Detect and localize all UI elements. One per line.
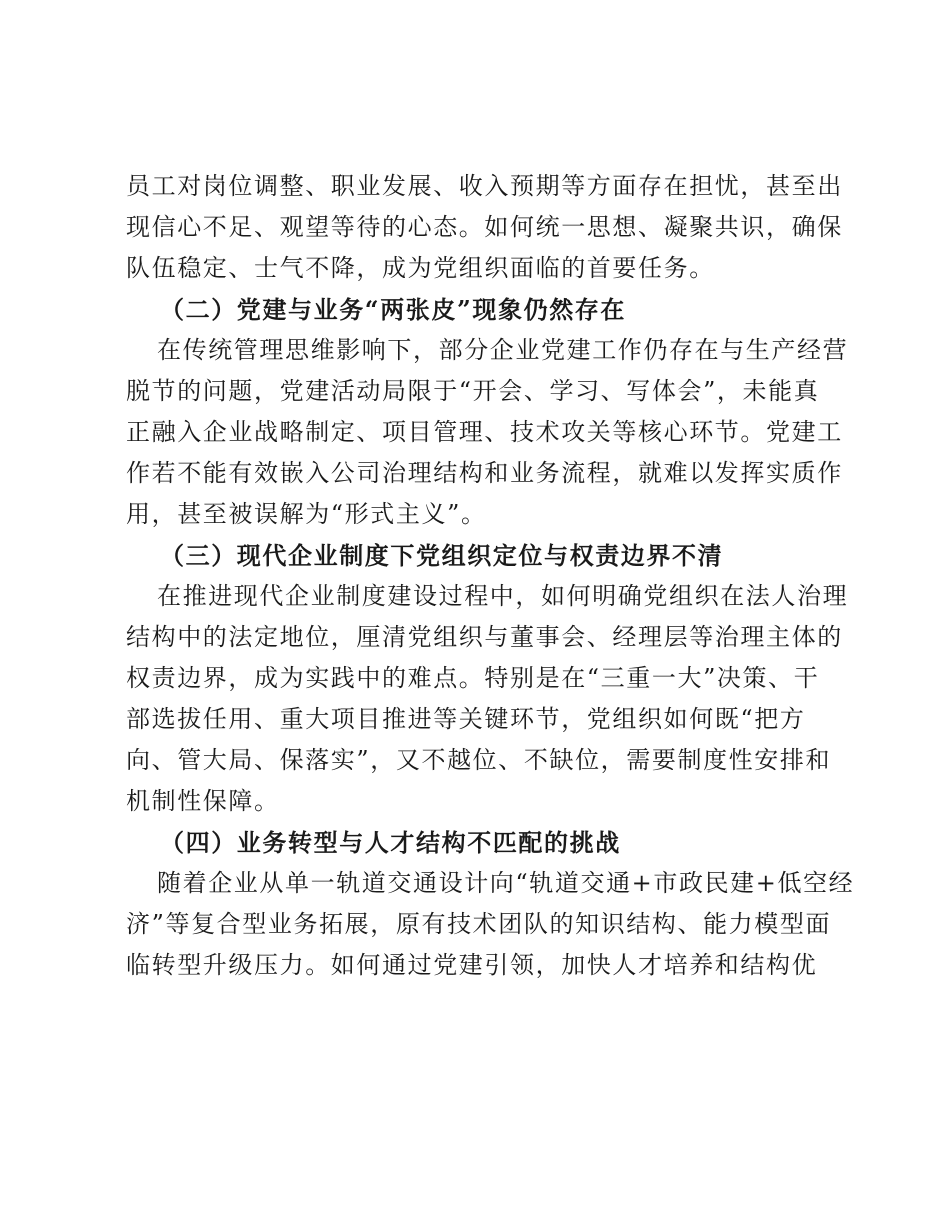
text-line: 权责边界，成为实践中的难点。特别是在“三重一大”决策、干 (126, 664, 820, 692)
text-line: 现信心不足、观望等待的心态。如何统一思想、凝聚共识，确保 (126, 213, 843, 241)
section-heading-2: （二）党建与业务“两张皮”现象仍然存在 (160, 295, 627, 324)
text-line: 随着企业从单一轨道交通设计向“轨道交通+市政民建+低空经 (157, 869, 855, 897)
text-line: 部选拔任用、重大项目推进等关键环节，党组织如何既“把方 (126, 705, 806, 733)
text-line: 员工对岗位调整、职业发展、收入预期等方面存在担忧，甚至出 (126, 172, 843, 200)
section-heading-3: （三）现代企业制度下党组织定位与权责边界不清 (160, 541, 724, 570)
text-line: 脱节的问题，党建活动局限于“开会、学习、写体会”，未能真 (126, 377, 820, 405)
text-line: 机制性保障。 (126, 787, 280, 815)
text-line: 在传统管理思维影响下，部分企业党建工作仍存在与生产经营 (157, 336, 849, 364)
document-body (126, 166, 855, 986)
paragraph-section-2 (126, 330, 849, 535)
text-line: 临转型升级压力。如何通过党建引领，加快人才培养和结构优 (126, 951, 818, 979)
text-line: 作若不能有效嵌入公司治理结构和业务流程，就难以发挥实质作 (126, 459, 843, 487)
paragraph-section-4 (126, 863, 855, 986)
paragraph-section-3 (126, 576, 849, 822)
text-line: 济”等复合型业务拓展，原有技术团队的知识结构、能力模型面 (126, 910, 832, 938)
text-line: 向、管大局、保落实”，又不越位、不缺位，需要制度性安排和 (126, 746, 832, 774)
text-line: 用，甚至被误解为“形式主义”。 (126, 500, 487, 528)
section-heading-4: （四）业务转型与人才结构不匹配的挑战 (160, 828, 621, 857)
text-line: 结构中的法定地位，厘清党组织与董事会、经理层等治理主体的 (126, 623, 843, 651)
text-line: 正融入企业战略制定、项目管理、技术攻关等核心环节。党建工 (126, 418, 843, 446)
text-line: 队伍稳定、士气不降，成为党组织面临的首要任务。 (126, 254, 715, 282)
paragraph-continued (126, 166, 843, 289)
text-line: 在推进现代企业制度建设过程中，如何明确党组织在法人治理 (157, 582, 849, 610)
